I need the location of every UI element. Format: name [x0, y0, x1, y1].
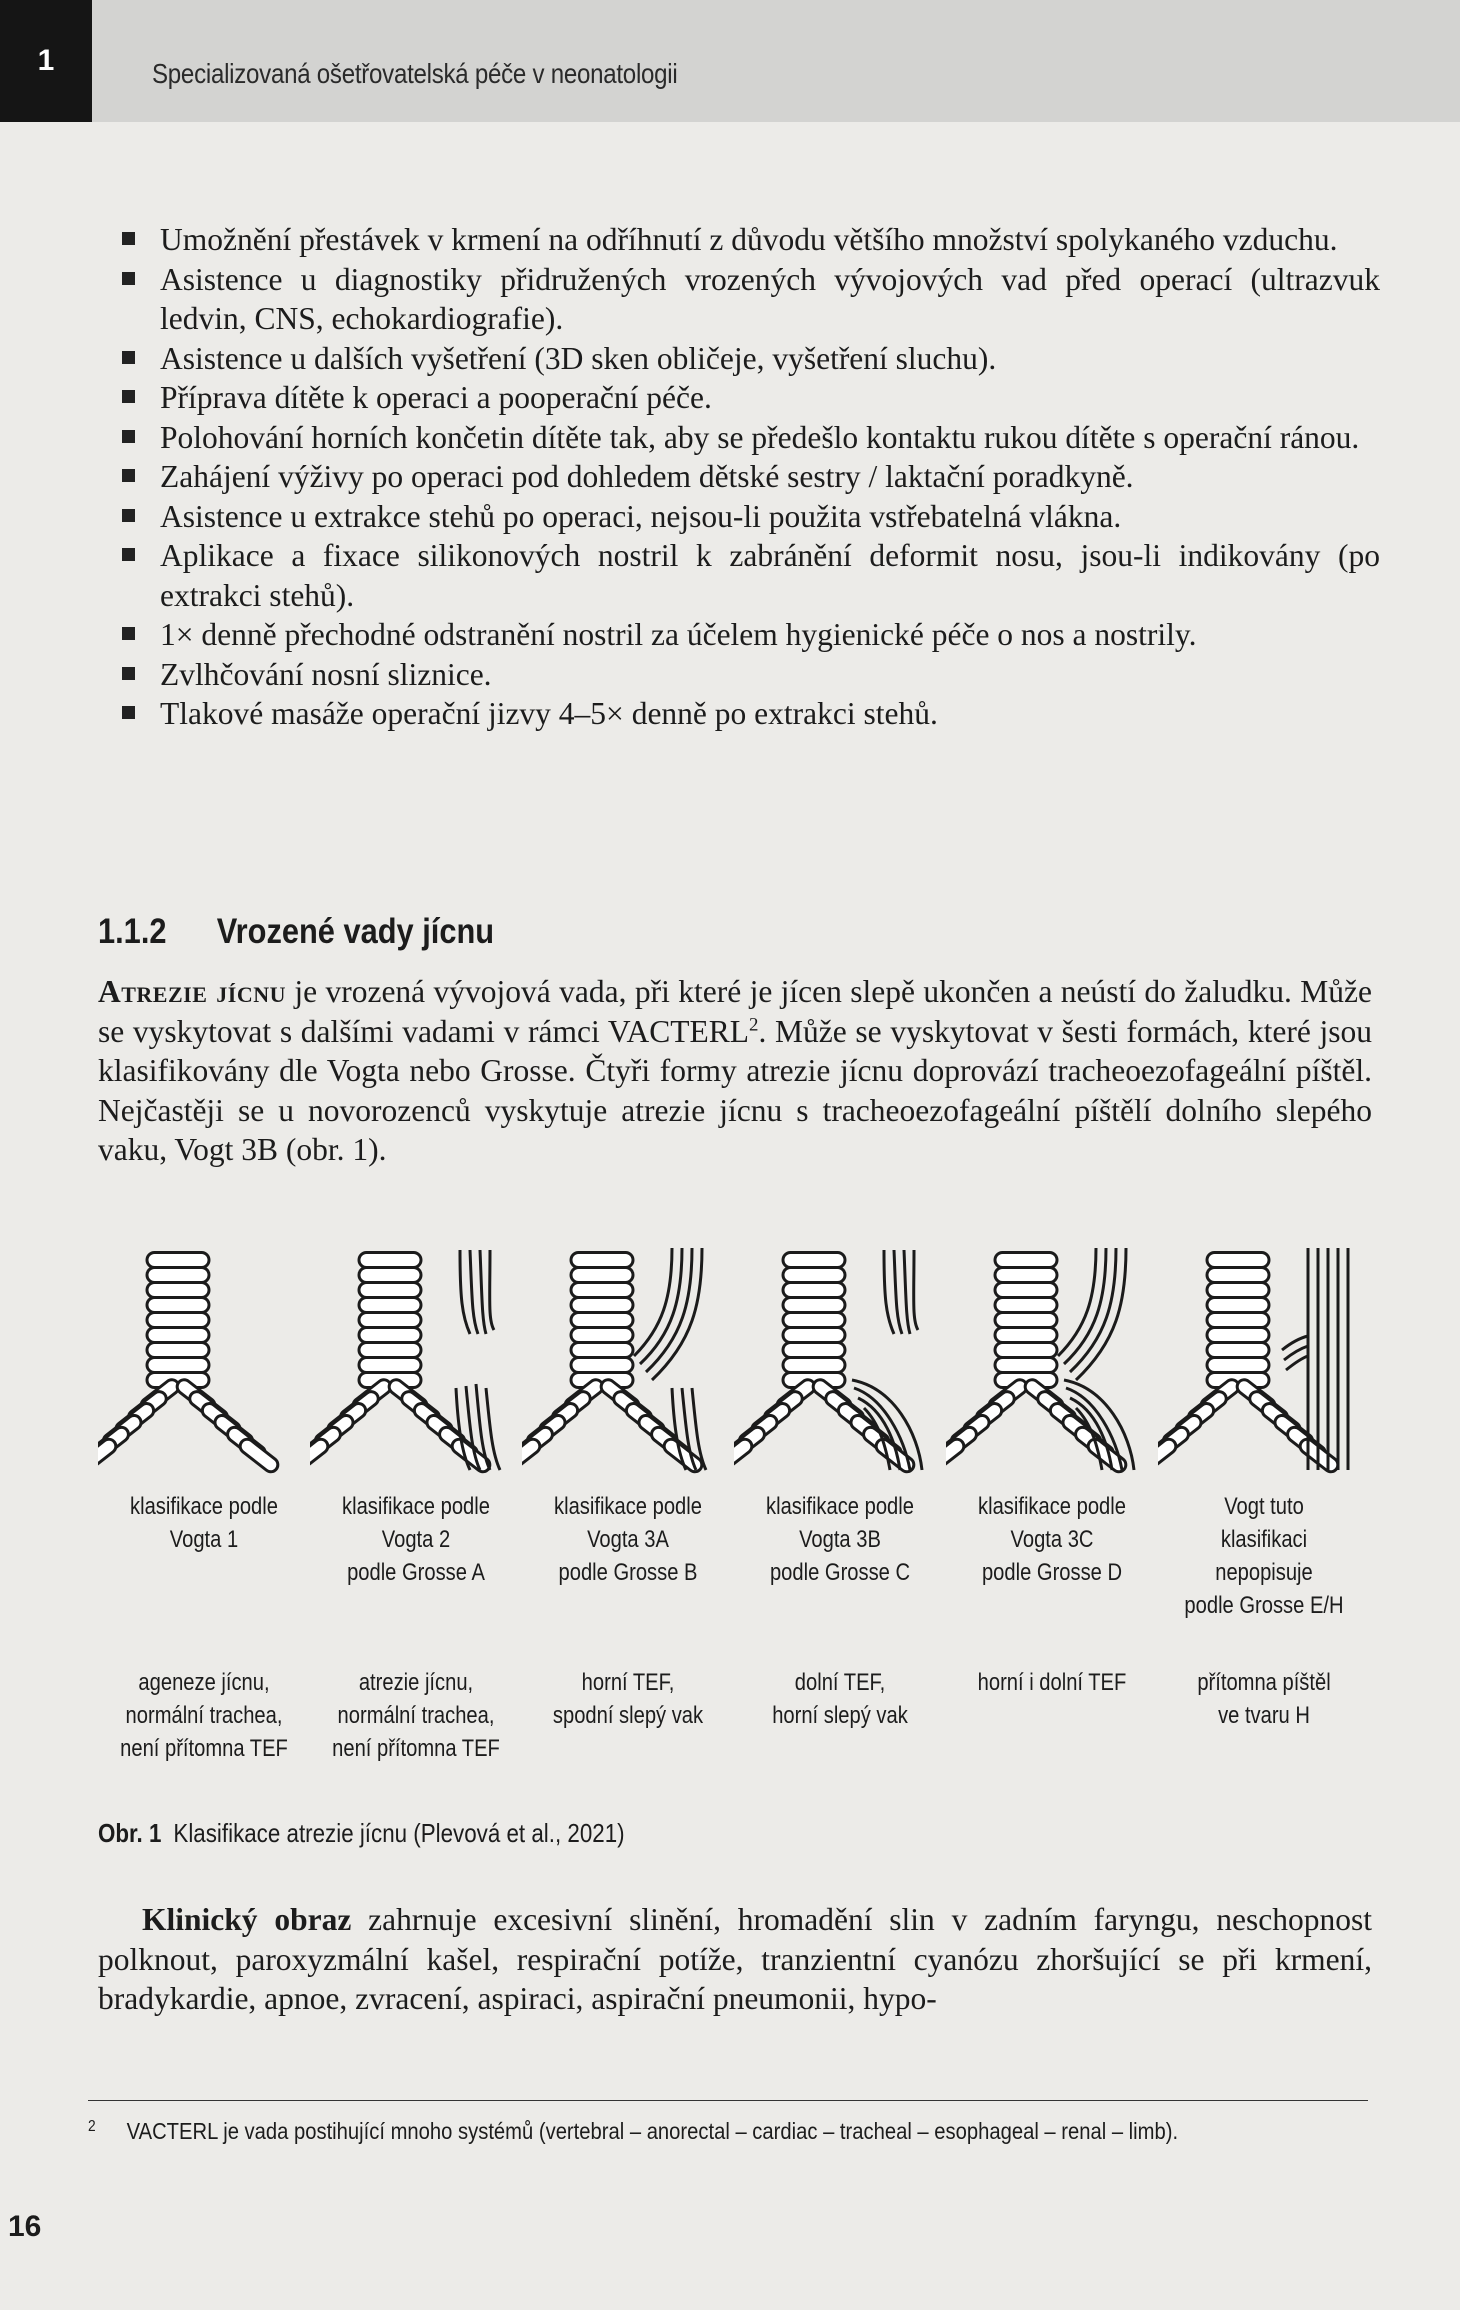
- figure-panel-vogt-3a: [522, 1238, 734, 1729]
- figure-esophageal-atresia: [98, 1238, 1372, 1798]
- bullet-square-icon: [122, 509, 135, 522]
- bullet-square-icon: [122, 232, 135, 245]
- list-item: Příprava dítěte k operaci a pooperační péče.: [118, 378, 1380, 418]
- bullet-square-icon: [122, 548, 135, 561]
- figure-panel-vogt-1: [98, 1238, 310, 1762]
- bullet-square-icon: [122, 627, 135, 640]
- panel-label: Vogt tuto klasifikaci nepopisuje podle Grosse E/H: [1184, 1493, 1344, 1619]
- trachea-diagram-icon: [1158, 1238, 1370, 1478]
- clinical-paragraph: Klinický obraz zahrnuje excesivní slinění, hromadění slin v zadním faryngu, neschopnost polknout, paroxyzmální kašel, respirační potíže, tranzientní cyanózu zhoršující se při krmení, bradykardie, apnoe, zvracení, aspiraci, aspirační pneumonii, hypo-: [98, 1902, 1372, 2016]
- panel-label: klasifikace podle Vogta 1: [130, 1493, 278, 1553]
- panel-description: ageneze jícnu, normální trachea, není přítomna TEF: [120, 1669, 288, 1762]
- bullet-square-icon: [122, 430, 135, 443]
- lead-term: Atrezie jícnu: [98, 974, 286, 1009]
- list-item: Aplikace a fixace silikonových nostril k zabránění deformit nosu, jsou-li indikovány (po extrakci stehů).: [118, 536, 1380, 615]
- section-title: Vrozené vady jícnu: [216, 912, 495, 951]
- trachea-diagram-icon: [946, 1238, 1158, 1478]
- figure-panel-vogt-3b: [734, 1238, 946, 1729]
- running-header: [92, 0, 1460, 122]
- clinical-lead-term: Klinický obraz: [142, 1902, 352, 1937]
- atresia-paragraph: Atrezie jícnu je vrozená vývojová vada, při které je jícen slepě ukončen a neústí do žaludku. Může se vyskytovat s dalšími vadami v rámci VACTERL$^2$. Může se vyskytovat v šesti formách, které jsou klasifikovány dle Vogta nebo Grosse. Čtyři formy atrezie jícnu doprovází tracheoezofageální píštěl. Nejčastěji se u novorozenců vyskytuje atrezie jícnu s tracheoezofageální píštělí dolního slepého vaku, Vogt 3B (obr. 1).: [98, 974, 1372, 1167]
- panel-description: atrezie jícnu, normální trachea, není přítomna TEF: [332, 1669, 500, 1762]
- footnote: [88, 2118, 1178, 2145]
- panel-description: horní TEF, spodní slepý vak: [552, 1669, 704, 1729]
- bullet-square-icon: [122, 351, 135, 364]
- figure-panel-gross-e: [1158, 1238, 1370, 1729]
- list-item: Zvlhčování nosní sliznice.: [118, 655, 1380, 695]
- trachea-diagram-icon: [310, 1238, 522, 1478]
- bullet-square-icon: [122, 390, 135, 403]
- footnote-text: VACTERL je vada postihující mnoho systémů (vertebral – anorectal – cardiac – tracheal – esophageal – renal – limb).: [126, 2118, 1179, 2144]
- list-item: Umožnění přestávek v krmení na odříhnutí z důvodu většího množství spolykaného vzduchu.: [118, 220, 1380, 260]
- list-item: Asistence u dalších vyšetření (3D sken obličeje, vyšetření sluchu).: [118, 339, 1380, 379]
- list-item: 1× denně přechodné odstranění nostril za účelem hygienické péče o nos a nostrily.: [118, 615, 1380, 655]
- trachea-diagram-icon: [98, 1238, 310, 1478]
- panel-label: klasifikace podle Vogta 2 podle Grosse A: [342, 1493, 490, 1586]
- caption-text: Klasifikace atrezie jícnu (Plevová et al., 2021): [173, 1818, 625, 1848]
- chapter-number: 1: [0, 0, 92, 122]
- bullet-square-icon: [122, 706, 135, 719]
- list-item: Tlakové masáže operační jizvy 4–5× denně po extrakci stehů.: [118, 694, 1380, 734]
- panel-description: horní i dolní TEF: [977, 1669, 1127, 1696]
- section-heading: [98, 912, 494, 952]
- figure-caption: [98, 1818, 625, 1849]
- list-item: Polohování horních končetin dítěte tak, aby se předešlo kontaktu rukou dítěte s operační ránou.: [118, 418, 1380, 458]
- running-title: Specializovaná ošetřovatelská péče v neonatologii: [152, 58, 678, 89]
- figure-panel-vogt-2: [310, 1238, 522, 1762]
- caption-label: Obr. 1: [98, 1818, 162, 1848]
- bullet-square-icon: [122, 667, 135, 680]
- footnote-ref: 2: [749, 1014, 759, 1035]
- page-number: 16: [8, 2210, 42, 2243]
- bullet-square-icon: [122, 272, 135, 285]
- section-number: 1.1.2: [98, 912, 167, 951]
- figure-panel-vogt-3c: [946, 1238, 1158, 1696]
- trachea-diagram-icon: [522, 1238, 734, 1478]
- panel-label: klasifikace podle Vogta 3A podle Grosse B: [554, 1493, 702, 1586]
- footnote-divider: [88, 2100, 1368, 2101]
- trachea-diagram-icon: [734, 1238, 946, 1478]
- list-item: Asistence u diagnostiky přidružených vrozených vývojových vad před operací (ultrazvuk ledvin, CNS, echokardiografie).: [118, 260, 1380, 339]
- bullet-square-icon: [122, 469, 135, 482]
- list-item: Asistence u extrakce stehů po operaci, nejsou-li použita vstřebatelná vlákna.: [118, 497, 1380, 537]
- footnote-mark: 2: [88, 2118, 96, 2135]
- panel-description: dolní TEF, horní slepý vak: [772, 1669, 908, 1729]
- panel-label: klasifikace podle Vogta 3B podle Grosse C: [766, 1493, 914, 1586]
- care-bullet-list: [118, 220, 1380, 734]
- list-item: Zahájení výživy po operaci pod dohledem dětské sestry / laktační poradkyně.: [118, 457, 1380, 497]
- panel-description: přítomna píštěl ve tvaru H: [1197, 1669, 1331, 1729]
- panel-label: klasifikace podle Vogta 3C podle Grosse D: [978, 1493, 1126, 1586]
